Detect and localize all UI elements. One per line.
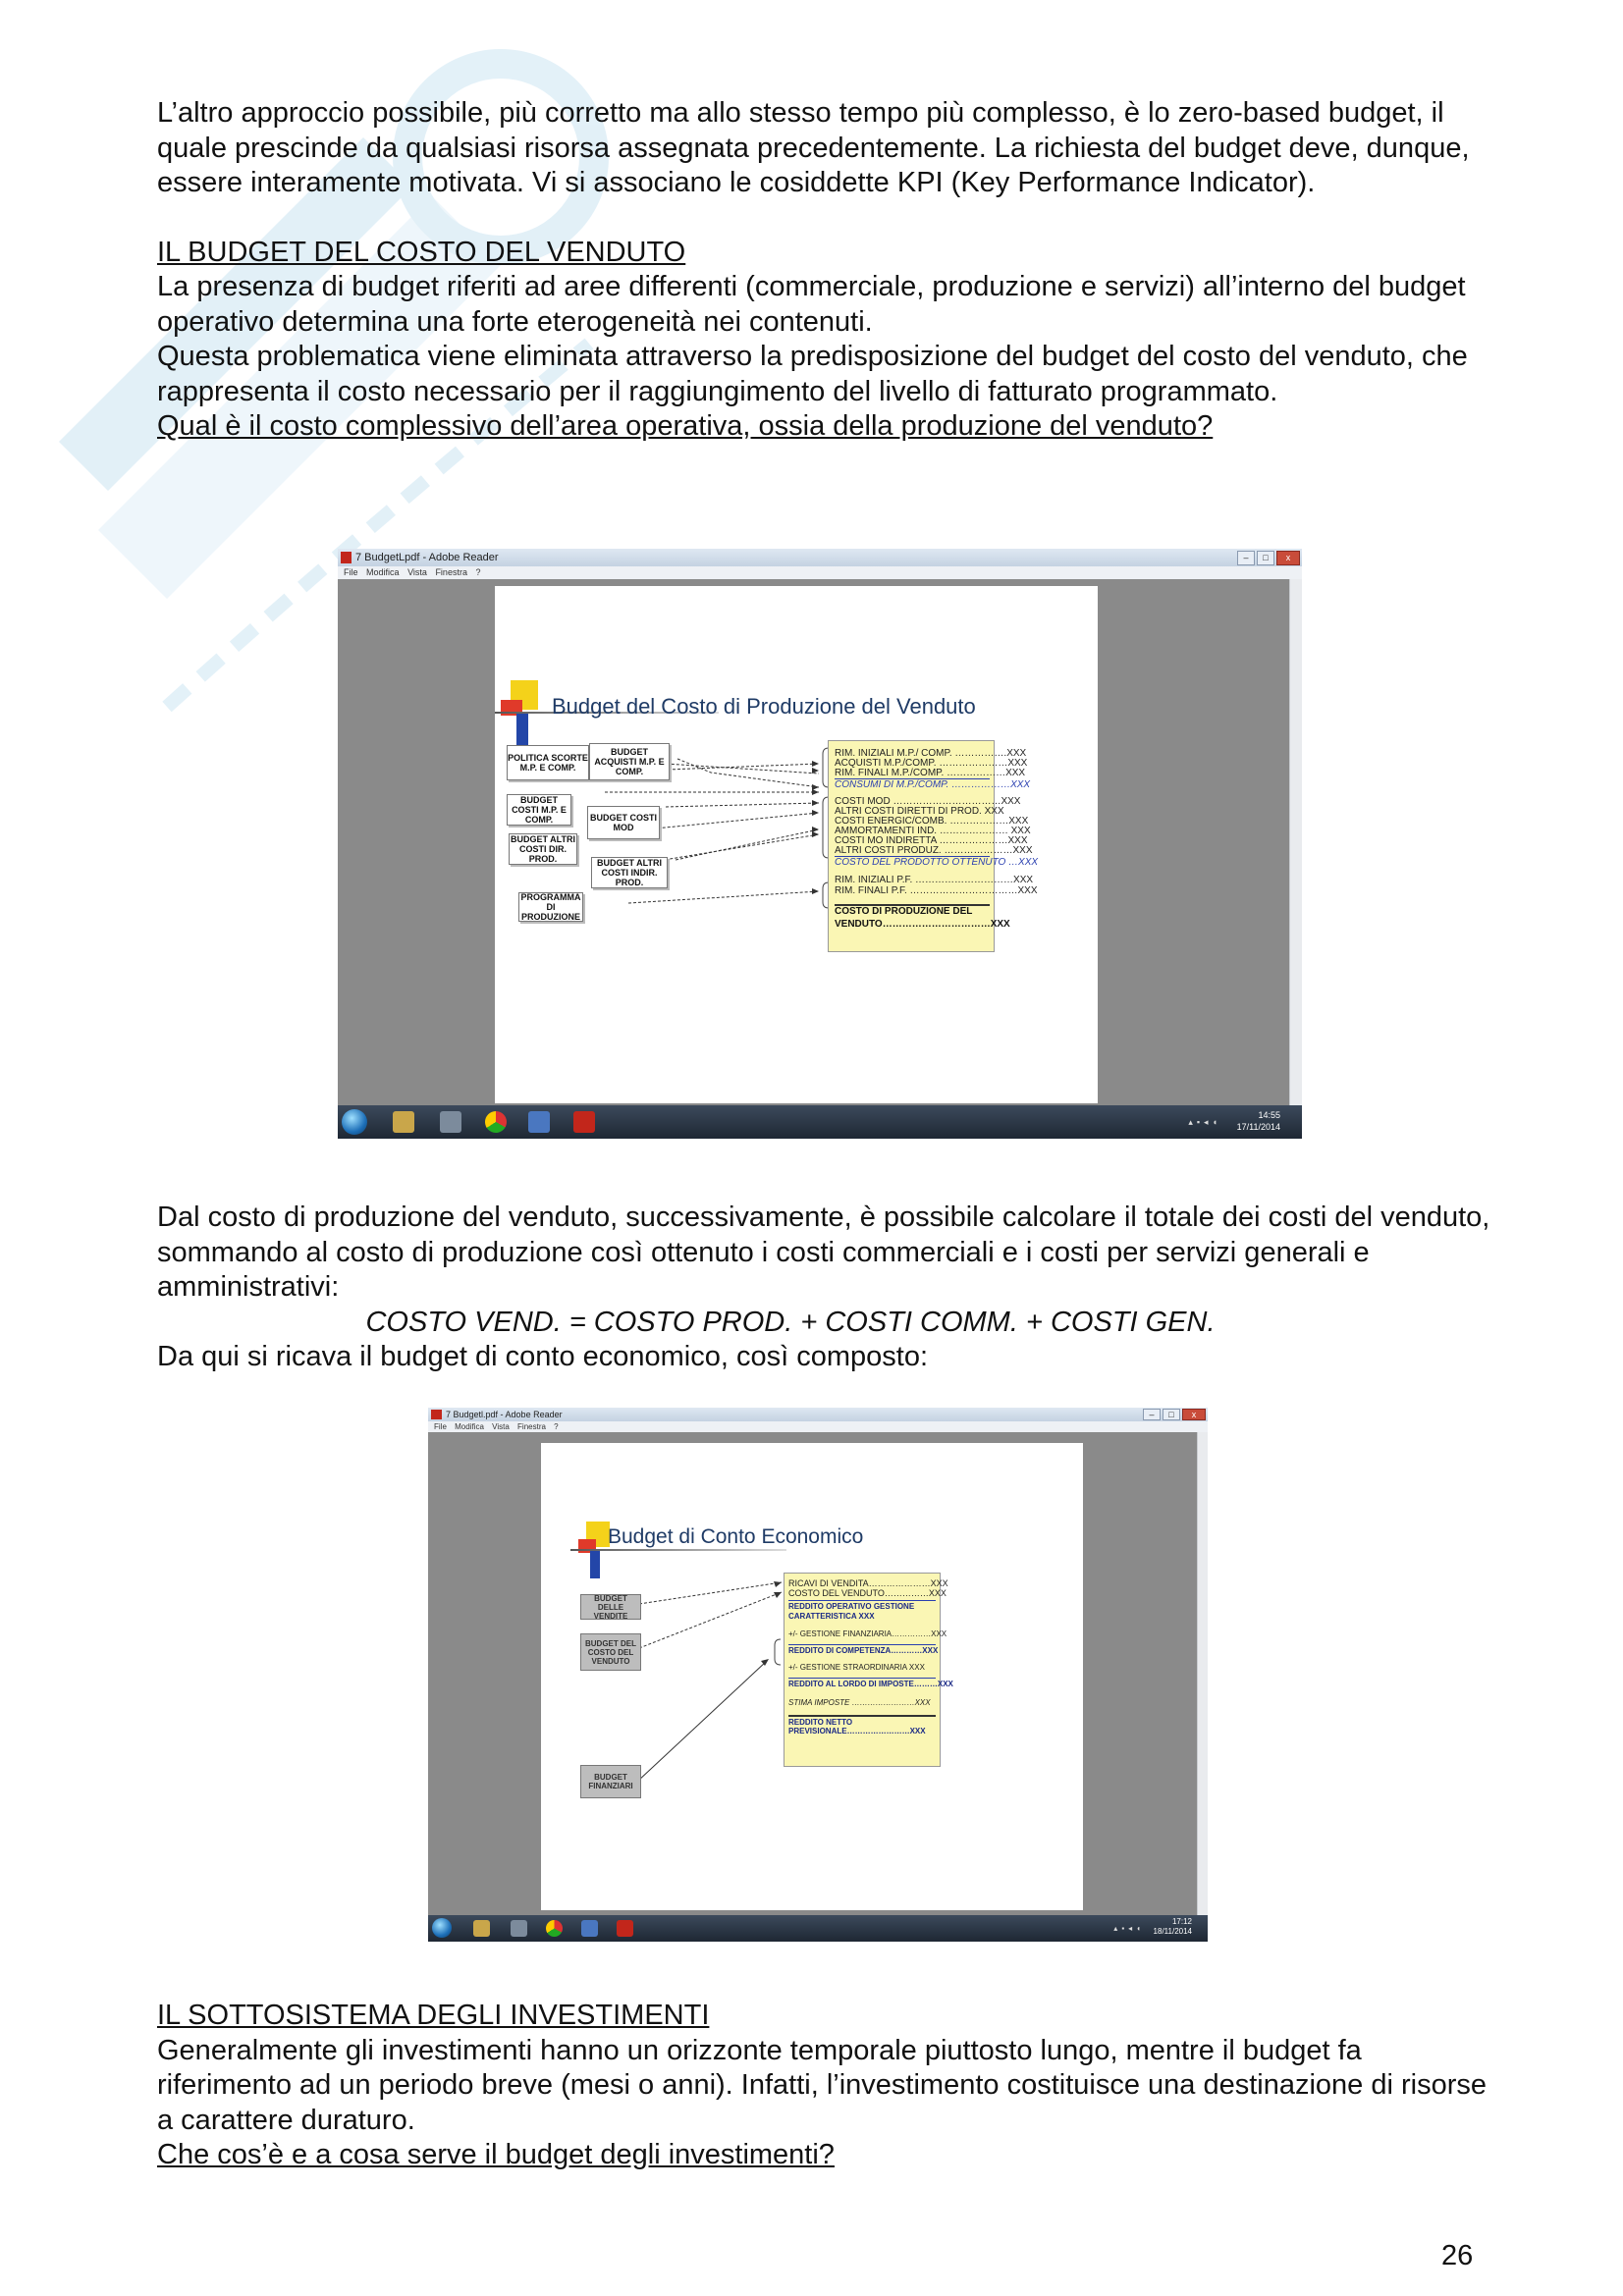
- screenshot-budget-conto-economico: [428, 1408, 1208, 1942]
- menu-file[interactable]: File: [434, 1422, 447, 1431]
- pdf-icon: [341, 552, 352, 563]
- menu-file[interactable]: File: [344, 567, 358, 577]
- panel-row: AMMORTAMENTI IND. ………………… XXX: [835, 826, 1031, 836]
- slide-conto-economico: [541, 1443, 1083, 1910]
- box-budget-costi-mp: BUDGET COSTI M.P. E COMP.: [507, 794, 571, 826]
- maximize-button[interactable]: □: [1163, 1409, 1180, 1420]
- paragraph-investimenti: Generalmente gli investimenti hanno un orizzonte temporale piuttosto lungo, mentre il budget fa riferimento ad un periodo breve (mesi o anni). Infatti, l’investimento costituisce una destinazione di risorse a carattere duraturo.: [157, 2034, 1488, 2136]
- menu-finestra[interactable]: Finestra: [517, 1422, 546, 1431]
- menu-modifica[interactable]: Modifica: [366, 567, 400, 577]
- panel-row-total: PREVISIONALE……………………XXX: [788, 1727, 926, 1735]
- slide-title: Budget del Costo di Produzione del Venduto: [552, 694, 976, 719]
- windows-taskbar: [428, 1915, 1208, 1942]
- slide-title: Budget di Conto Economico: [608, 1525, 864, 1548]
- panel-row: COSTI MOD ……………………………XXX: [835, 796, 1021, 807]
- panel-row: COSTI ENERGIC/COMB. ………………XXX: [835, 816, 1029, 827]
- vertical-scrollbar[interactable]: [1197, 1432, 1208, 1915]
- window-title: 7 BudgetLpdf - Adobe Reader: [355, 552, 499, 563]
- middle-paragraph-block: [157, 1201, 1492, 1375]
- system-tray[interactable]: ▴▪◂◖: [1188, 1117, 1221, 1127]
- menu-vista[interactable]: Vista: [407, 567, 427, 577]
- panel-row: RIM. INIZIALI P.F. …………………………XXX: [835, 875, 1034, 885]
- box-budget-costi-mod: BUDGET COSTI MOD: [587, 806, 660, 839]
- screenshot-budget-costo-produzione: [338, 549, 1302, 1139]
- pdf-icon: [431, 1410, 442, 1419]
- close-button[interactable]: x: [1182, 1409, 1206, 1420]
- panel-row: REDDITO DI COMPETENZA…………XXX: [788, 1646, 939, 1655]
- adobe-reader-icon[interactable]: [617, 1920, 633, 1937]
- adobe-reader-icon[interactable]: [573, 1111, 595, 1133]
- window-titlebar: [338, 549, 1302, 566]
- chrome-icon[interactable]: [546, 1920, 563, 1937]
- panel-row: RICAVI DI VENDITA…………………XXX: [788, 1578, 948, 1588]
- explorer-icon[interactable]: [473, 1920, 490, 1937]
- panel-row: +/- GESTIONE STRAORDINARIA XXX: [788, 1663, 925, 1672]
- window-title: 7 Budgetl.pdf - Adobe Reader: [446, 1410, 563, 1419]
- panel-row-total: VENDUTO……………………………XXX: [835, 919, 1010, 930]
- start-button[interactable]: [432, 1918, 452, 1938]
- start-button[interactable]: [342, 1109, 367, 1135]
- panel-row: RIM. FINALI M.P./COMP. ………………XXX: [835, 768, 1026, 778]
- panel-row: RIM. INIZIALI M.P./ COMP. …………….XXX: [835, 748, 1027, 759]
- word-icon[interactable]: [528, 1111, 550, 1133]
- intro-paragraph-block: [157, 96, 1492, 445]
- box-politica-scorte: POLITICA SCORTE M.P. E COMP.: [507, 745, 589, 780]
- panel-row-total: REDDITO NETTO: [788, 1715, 936, 1729]
- formula-costo-venduto: COSTO VEND. = COSTO PROD. + COSTI COMM. + COSTI GEN.: [365, 1306, 1216, 1338]
- chrome-icon[interactable]: [485, 1111, 507, 1133]
- panel-row: +/- GESTIONE FINANZIARIA……………XXX: [788, 1629, 947, 1638]
- box-programma-produzione: PROGRAMMA DI PRODUZIONE: [518, 892, 583, 922]
- menu-finestra[interactable]: Finestra: [435, 567, 467, 577]
- clock-date: 17/11/2014: [1236, 1122, 1280, 1132]
- menu-modifica[interactable]: Modifica: [455, 1422, 484, 1431]
- word-icon[interactable]: [581, 1920, 598, 1937]
- menu-bar: [428, 1421, 1208, 1432]
- taskbar-clock[interactable]: [1237, 1109, 1280, 1133]
- page-number: 26: [1441, 2240, 1474, 2271]
- window-titlebar: [428, 1408, 1208, 1421]
- close-button[interactable]: x: [1276, 551, 1300, 565]
- slide-costo-produzione: [495, 586, 1098, 1103]
- box-budget-acquisti: BUDGET ACQUISTI M.P. E COMP.: [589, 743, 670, 780]
- heading-investimenti: IL SOTTOSISTEMA DEGLI INVESTIMENTI: [157, 2000, 710, 2031]
- explorer-icon[interactable]: [393, 1111, 414, 1133]
- paragraph-problematica: Questa problematica viene eliminata attraverso la predisposizione del budget del costo del venduto, che rappresenta il costo necessario per il raggiungimento del livello di fatturato programmato.: [157, 341, 1468, 407]
- panel-row: COSTO DEL VENDUTO……………XXX: [788, 1588, 947, 1598]
- conto-economico-panel: [784, 1573, 953, 1767]
- box-budget-altri-costi-dir: BUDGET ALTRI COSTI DIR. PROD.: [511, 834, 575, 864]
- menu-bar: [338, 566, 1302, 579]
- minimize-button[interactable]: –: [1237, 551, 1255, 565]
- system-tray[interactable]: ▴▪◂◖: [1113, 1924, 1145, 1933]
- taskbar-clock[interactable]: [1154, 1917, 1192, 1937]
- panel-row: ALTRI COSTI PRODUZ. …………………XXX: [835, 845, 1033, 856]
- panel-row: ACQUISTI M.P./COMP. …………………XXX: [835, 758, 1028, 769]
- paragraph-eterogeneita: La presenza di budget riferiti ad aree differenti (commerciale, produzione e servizi) all’interno del budget operativo determina una forte eterogeneità nei contenuti.: [157, 271, 1466, 338]
- question-budget-investimenti: Che cos’è e a cosa serve il budget degli investimenti?: [157, 2139, 835, 2170]
- intro-paragraph: L’altro approccio possibile, più corretto ma allo stesso tempo più complesso, è lo zero-based budget, il quale prescinde da qualsiasi risorsa assegnata precedentemente. La richiesta del budget deve, dunque, essere interamente motivata. Vi si associano le cosiddette KPI (Key Performance Indicator).: [157, 97, 1470, 198]
- paragraph-conto-economico: Da qui si ricava il budget di conto economico, così composto:: [157, 1341, 929, 1372]
- windows-taskbar: [338, 1105, 1302, 1139]
- heading-costo-venduto: IL BUDGET DEL COSTO DEL VENDUTO: [157, 236, 686, 268]
- question-costo-complessivo: Qual è il costo complessivo dell’area operativa, ossia della produzione del venduto?: [157, 410, 1214, 442]
- panel-row: REDDITO OPERATIVO GESTIONE: [788, 1600, 936, 1613]
- box-budget-altri-costi-indir: BUDGET ALTRI COSTI INDIR. PROD.: [591, 857, 668, 888]
- panel-row: REDDITO AL LORDO DI IMPOSTE………XXX: [788, 1680, 953, 1688]
- panel-row: ALTRI COSTI DIRETTI DI PROD. XXX: [835, 806, 1004, 817]
- clock-date: 18/11/2014: [1153, 1927, 1192, 1936]
- maximize-button[interactable]: □: [1257, 551, 1274, 565]
- media-icon[interactable]: [511, 1920, 527, 1937]
- investimenti-block: [157, 1999, 1492, 2173]
- costo-produzione-panel: [828, 740, 1039, 952]
- panel-row: COSTI MO INDIRETTA …………………XXX: [835, 835, 1028, 846]
- menu-help[interactable]: ?: [475, 567, 481, 577]
- box-budget-finanziari: BUDGET FINANZIARI: [580, 1765, 641, 1798]
- clock-time: 14:55: [1258, 1110, 1280, 1120]
- box-budget-costo-venduto: BUDGET DEL COSTO DEL VENDUTO: [580, 1633, 641, 1671]
- panel-row: COSTO DEL PRODOTTO OTTENUTO …XXX: [835, 857, 1039, 868]
- menu-help[interactable]: ?: [554, 1422, 559, 1431]
- paragraph-costo-venduto: Dal costo di produzione del venduto, successivamente, è possibile calcolare il totale dei costi del venduto, sommando al costo di produzione così ottenuto i costi commerciali e i costi per servizi generali e amministrativi:: [157, 1201, 1490, 1303]
- media-icon[interactable]: [440, 1111, 461, 1133]
- panel-row: CARATTERISTICA XXX: [788, 1612, 875, 1621]
- minimize-button[interactable]: –: [1143, 1409, 1161, 1420]
- panel-row: STIMA IMPOSTE ……………………XXX: [788, 1698, 931, 1707]
- menu-vista[interactable]: Vista: [492, 1422, 510, 1431]
- box-budget-vendite: BUDGET DELLE VENDITE: [580, 1594, 641, 1620]
- panel-row: CONSUMI DI M.P./COMP. ………………XXX: [835, 779, 1031, 790]
- clock-time: 17:12: [1171, 1917, 1192, 1926]
- panel-row-total: COSTO DI PRODUZIONE DEL: [835, 904, 990, 918]
- panel-row: RIM. FINALI P.F. ……………………………XXX: [835, 885, 1038, 896]
- vertical-scrollbar[interactable]: [1289, 579, 1302, 1105]
